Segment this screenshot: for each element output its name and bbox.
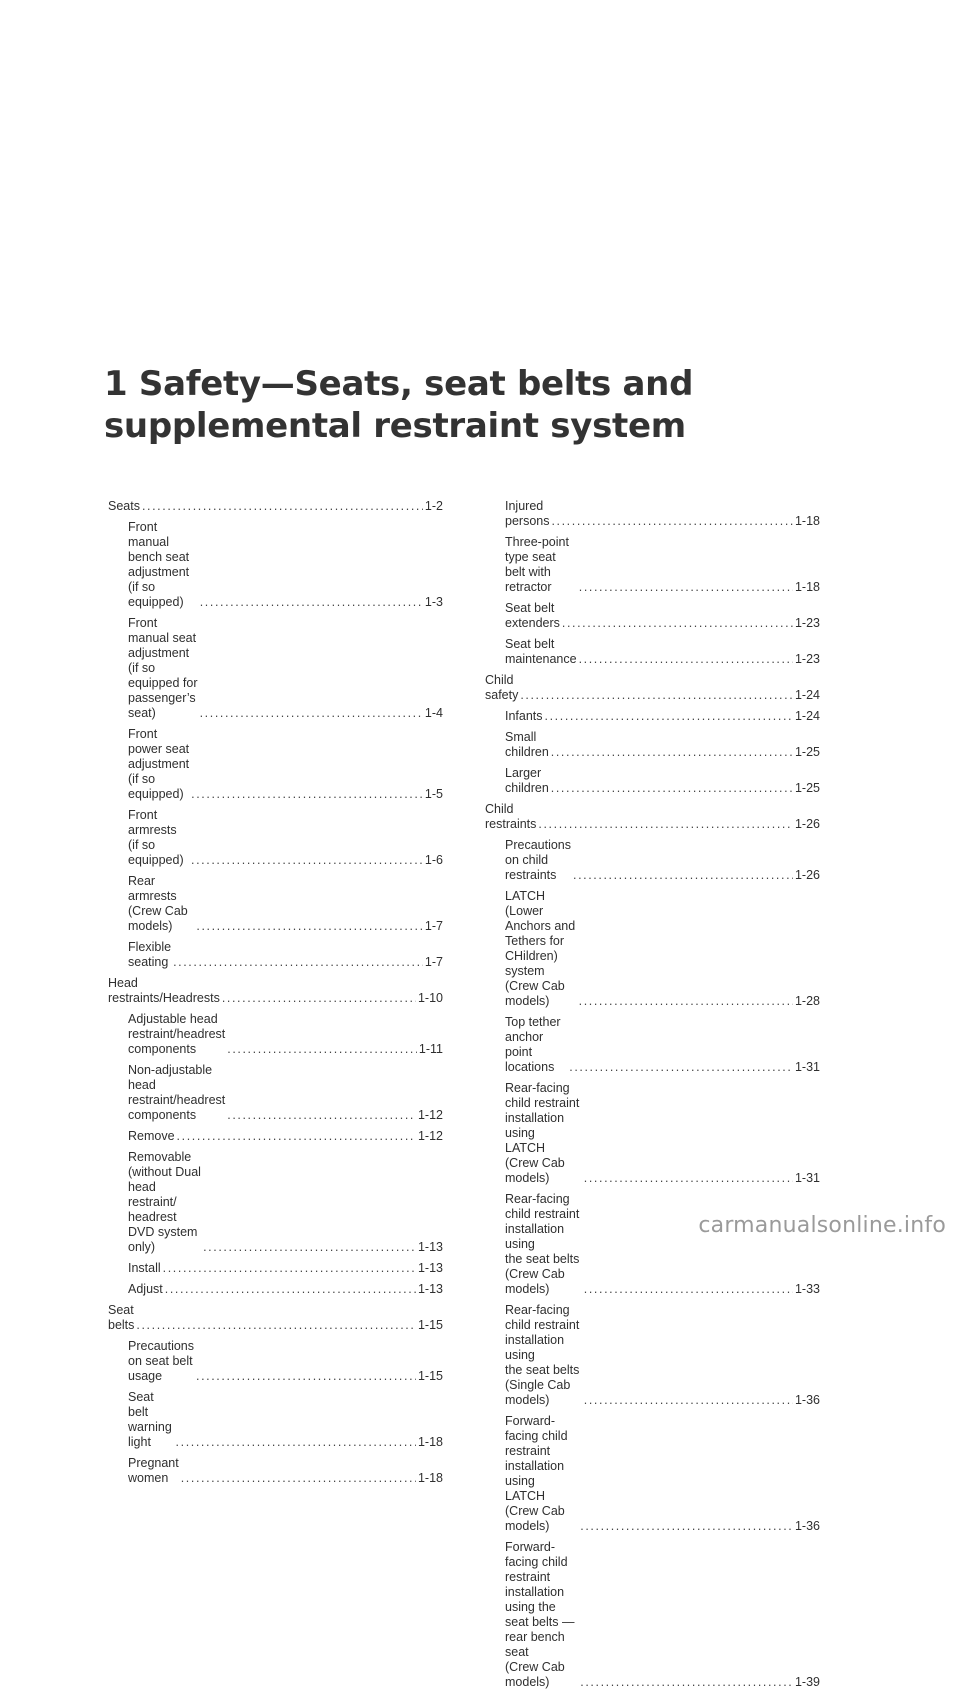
toc-entry-title — [108, 976, 220, 1006]
toc-entry-title-line: Front manual seat adjustment — [128, 616, 197, 660]
toc-entry-title — [128, 1261, 161, 1276]
toc-leader-dots — [227, 1042, 417, 1057]
toc-leader-dots — [579, 652, 793, 667]
toc-leader-dots — [196, 919, 423, 934]
toc-entry[interactable] — [485, 766, 820, 796]
toc-leader-dots — [538, 817, 793, 832]
toc-leader-dots — [165, 1282, 416, 1297]
toc-entry[interactable] — [485, 1414, 820, 1534]
toc-entry-title — [128, 1063, 225, 1123]
toc-entry-title — [505, 499, 549, 529]
toc-entry[interactable] — [108, 1282, 443, 1297]
toc-entry[interactable] — [108, 1339, 443, 1384]
toc-entry-title-line: Rear-facing child restraint installation using — [505, 1192, 580, 1251]
toc-entry[interactable] — [108, 616, 443, 721]
toc-leader-dots — [181, 1471, 416, 1486]
toc-entry-title-line: Head restraints/Headrests — [108, 976, 220, 1005]
toc-leader-dots — [584, 1393, 793, 1408]
chapter-title-line-2: supplemental restraint system — [104, 406, 686, 446]
toc-entry[interactable] — [485, 535, 820, 595]
toc-entry-title-line: Seat belts — [108, 1303, 135, 1332]
toc-entry[interactable] — [108, 1456, 443, 1486]
toc-entry-title — [505, 1192, 582, 1297]
toc-page-number: 1-10 — [417, 991, 443, 1005]
toc-entry[interactable] — [485, 1081, 820, 1186]
toc-leader-dots — [584, 1282, 793, 1297]
toc-page-number: 1-25 — [794, 745, 820, 759]
toc-entry[interactable] — [485, 637, 820, 667]
toc-entry-title — [128, 808, 189, 868]
toc-entry-title-line: Front armrests (if so equipped) — [128, 808, 184, 867]
toc-entry-title — [505, 1081, 582, 1186]
toc-entry-title-line: components — [128, 1108, 197, 1122]
toc-entry-title — [505, 535, 577, 595]
toc-entry-title — [128, 1339, 194, 1384]
toc-entry-title-line: Seat belt warning light — [128, 1390, 172, 1449]
toc-entry-title — [128, 616, 198, 721]
toc-entry-title-line: Child safety — [485, 673, 519, 702]
toc-leader-dots — [200, 595, 423, 610]
toc-entry-title-line: Rear-facing child restraint installation using — [505, 1081, 580, 1140]
toc-page-number: 1-26 — [794, 868, 820, 882]
toc-entry[interactable] — [108, 1129, 443, 1144]
toc-entry-title-line: the seat belts (Crew Cab models) — [505, 1252, 580, 1296]
toc-entry[interactable] — [108, 940, 443, 970]
toc-entry-title-line: Rear armrests (Crew Cab models) — [128, 874, 188, 933]
toc-column-left — [108, 499, 443, 1492]
toc-entry-title — [128, 874, 194, 934]
toc-leader-dots — [569, 1060, 793, 1075]
toc-leader-dots — [191, 787, 423, 802]
toc-page-number: 1-31 — [794, 1171, 820, 1185]
toc-entry-title — [128, 1012, 225, 1057]
toc-entry-title-line: components — [128, 1042, 197, 1056]
toc-entry-title — [505, 601, 560, 631]
toc-entry-title — [108, 1303, 134, 1333]
toc-entry[interactable] — [485, 499, 820, 529]
toc-page-number: 1-18 — [794, 514, 820, 528]
toc-page-number: 1-36 — [794, 1519, 820, 1533]
toc-entry-title-line: Rear-facing child restraint installation using — [505, 1303, 580, 1362]
toc-entry-title — [505, 889, 577, 1009]
toc-leader-dots — [200, 706, 423, 721]
toc-entry[interactable] — [485, 1303, 820, 1408]
toc-entry-title — [128, 1129, 175, 1144]
toc-page-number: 1-12 — [417, 1108, 443, 1122]
toc-page-number: 1-15 — [417, 1318, 443, 1332]
toc-page-number: 1-3 — [424, 595, 443, 609]
toc-page-number: 1-15 — [417, 1369, 443, 1383]
toc-entry-title-line: Pregnant women — [128, 1456, 179, 1485]
toc-page-number: 1-33 — [794, 1282, 820, 1296]
toc-page-number: 1-4 — [424, 706, 443, 720]
toc-entry-title-line: Top tether anchor point locations — [505, 1015, 561, 1074]
toc-entry-title-line: Small children — [505, 730, 549, 759]
toc-entry-title-line: Larger children — [505, 766, 549, 795]
toc-entry-title-line: the seat belts (Single Cab models) — [505, 1363, 580, 1407]
toc-leader-dots — [573, 868, 793, 883]
toc-page-number: 1-39 — [794, 1675, 820, 1689]
toc-leader-dots — [520, 688, 793, 703]
toc-entry-title-line: Precautions on child restraints — [505, 838, 572, 882]
toc-entry[interactable] — [485, 838, 820, 883]
toc-leader-dots — [136, 1318, 416, 1333]
toc-entry[interactable] — [108, 520, 443, 610]
toc-entry[interactable] — [108, 808, 443, 868]
toc-entry-title-line: Forward-facing child restraint installation — [505, 1540, 568, 1599]
toc-entry-title — [128, 1282, 163, 1297]
toc-entry-title — [505, 1540, 578, 1690]
toc-leader-dots — [227, 1108, 416, 1123]
toc-entry-title — [505, 1015, 567, 1075]
toc-entry-title-line: Seat belt maintenance — [505, 637, 577, 666]
toc-leader-dots — [551, 514, 793, 529]
toc-leader-dots — [551, 781, 793, 796]
toc-entry-title-line: LATCH (Lower Anchors and Tethers for — [505, 889, 576, 948]
toc-entry-title — [505, 637, 577, 667]
toc-leader-dots — [203, 1240, 416, 1255]
toc-page-number: 1-18 — [794, 580, 820, 594]
toc-column-right — [485, 499, 820, 1696]
toc-leader-dots — [196, 1369, 416, 1384]
toc-page-number: 1-12 — [417, 1129, 443, 1143]
toc-page-number: 1-7 — [424, 919, 443, 933]
toc-entry-title-line: using the seat belts — rear bench seat — [505, 1600, 575, 1659]
toc-leader-dots — [191, 853, 423, 868]
toc-entry[interactable] — [485, 673, 820, 703]
toc-leader-dots — [579, 994, 793, 1009]
toc-entry[interactable] — [485, 601, 820, 631]
toc-entry[interactable] — [108, 1303, 443, 1333]
toc-entry-title-line: (Crew Cab models) — [505, 1660, 565, 1689]
toc-page-number: 1-13 — [417, 1261, 443, 1275]
toc-entry-title — [505, 766, 549, 796]
toc-entry-title — [108, 499, 140, 514]
toc-entry-title-line: Adjustable head restraint/headrest — [128, 1012, 226, 1041]
toc-entry-title — [128, 1150, 201, 1255]
toc-entry[interactable] — [485, 1540, 820, 1690]
toc-entry[interactable] — [485, 802, 820, 832]
toc-entry-title-line: Front power seat adjustment — [128, 727, 190, 771]
toc-page-number: 1-24 — [794, 709, 820, 723]
toc-page-number: 1-25 — [794, 781, 820, 795]
toc-leader-dots — [222, 991, 416, 1006]
toc-entry-title-line: Three-point type seat belt with retractor — [505, 535, 569, 594]
toc-page-number: 1-24 — [794, 688, 820, 702]
toc-page-number: 1-23 — [794, 616, 820, 630]
toc-entry-title-line: (if so equipped) — [128, 772, 184, 801]
toc-entry-title-line: Front manual bench seat adjustment — [128, 520, 190, 579]
toc-entry[interactable] — [108, 1063, 443, 1123]
toc-page-number: 1-18 — [417, 1471, 443, 1485]
toc-leader-dots — [173, 955, 423, 970]
toc-page-number: 1-18 — [417, 1435, 443, 1449]
toc-entry-title — [485, 673, 518, 703]
toc-page-number: 1-23 — [794, 652, 820, 666]
toc-leader-dots — [580, 1675, 793, 1690]
toc-entry[interactable] — [485, 889, 820, 1009]
toc-entry[interactable] — [108, 499, 443, 514]
toc-entry-title-line: (if so equipped for passenger’s seat) — [128, 661, 198, 720]
toc-entry-title — [505, 1303, 582, 1408]
watermark: carmanualsonline.info — [698, 1213, 946, 1238]
toc-entry-title-line: CHildren) system (Crew Cab models) — [505, 949, 565, 1008]
toc-entry-title-line: Remove — [128, 1129, 175, 1143]
toc-entry-title-line: LATCH (Crew Cab models) — [505, 1141, 565, 1185]
toc-leader-dots — [584, 1171, 793, 1186]
toc-leader-dots — [562, 616, 793, 631]
toc-entry-title-line: Install — [128, 1261, 161, 1275]
toc-entry-title-line: Non-adjustable head restraint/headrest — [128, 1063, 226, 1107]
toc-page-number: 1-28 — [794, 994, 820, 1008]
toc-entry-title-line: Adjust — [128, 1282, 163, 1296]
toc-entry-title — [505, 709, 543, 724]
toc-page-number: 1-5 — [424, 787, 443, 801]
chapter-title-line-1: 1 Safety—Seats, seat belts and — [104, 364, 694, 404]
toc-leader-dots — [142, 499, 423, 514]
toc-page-number: 1-11 — [418, 1042, 443, 1056]
toc-entry[interactable] — [108, 1150, 443, 1255]
toc-leader-dots — [176, 1435, 416, 1450]
toc-entry[interactable] — [485, 1192, 820, 1297]
toc-entry-title-line: Flexible seating — [128, 940, 172, 969]
toc-entry-title-line: Seats — [108, 499, 140, 513]
toc-page-number: 1-13 — [417, 1282, 443, 1296]
toc-entry-title — [505, 730, 549, 760]
toc-entry[interactable] — [485, 730, 820, 760]
toc-page-number: 1-13 — [417, 1240, 443, 1254]
toc-entry[interactable] — [108, 874, 443, 934]
toc-leader-dots — [163, 1261, 416, 1276]
toc-leader-dots — [551, 745, 793, 760]
toc-entry-title-line: Forward-facing child restraint installation — [505, 1414, 568, 1473]
toc-entry-title — [128, 520, 198, 610]
toc-page-number: 1-6 — [424, 853, 443, 867]
toc-entry-title-line: Injured persons — [505, 499, 550, 528]
toc-entry[interactable] — [108, 1390, 443, 1450]
toc-page-number: 1-31 — [794, 1060, 820, 1074]
toc-leader-dots — [579, 580, 793, 595]
toc-entry[interactable] — [485, 1015, 820, 1075]
toc-entry[interactable] — [108, 976, 443, 1006]
toc-entry-title-line: Seat belt extenders — [505, 601, 560, 630]
toc-entry[interactable] — [485, 709, 820, 724]
toc-entry-title-line: headrest DVD system only) — [128, 1210, 198, 1254]
toc-entry-title — [505, 838, 571, 883]
toc-entry-title — [128, 1456, 179, 1486]
toc-entry[interactable] — [108, 1012, 443, 1057]
toc-entry-title-line: (if so equipped) — [128, 580, 184, 609]
toc-page-number: 1-7 — [424, 955, 443, 969]
toc-entry-title — [485, 802, 536, 832]
toc-entry-title-line: Precautions on seat belt usage — [128, 1339, 195, 1383]
toc-page-number: 1-26 — [794, 817, 820, 831]
toc-entry-title — [128, 1390, 174, 1450]
toc-entry-title-line: Infants — [505, 709, 543, 723]
toc-entry-title — [128, 727, 189, 802]
toc-page-number: 1-2 — [424, 499, 443, 513]
chapter-title — [104, 363, 693, 447]
toc-entry-title-line: Removable (without Dual head restraint/ — [128, 1150, 201, 1209]
toc-entry[interactable] — [108, 1261, 443, 1276]
toc-entry-title — [505, 1414, 578, 1534]
toc-entry[interactable] — [108, 727, 443, 802]
toc-entry-title-line: Child restraints — [485, 802, 537, 831]
toc-page-number: 1-36 — [794, 1393, 820, 1407]
toc-entry-title-line: using LATCH (Crew Cab models) — [505, 1474, 565, 1533]
toc-leader-dots — [580, 1519, 793, 1534]
toc-leader-dots — [177, 1129, 416, 1144]
toc-leader-dots — [545, 709, 793, 724]
toc-entry-title — [128, 940, 171, 970]
